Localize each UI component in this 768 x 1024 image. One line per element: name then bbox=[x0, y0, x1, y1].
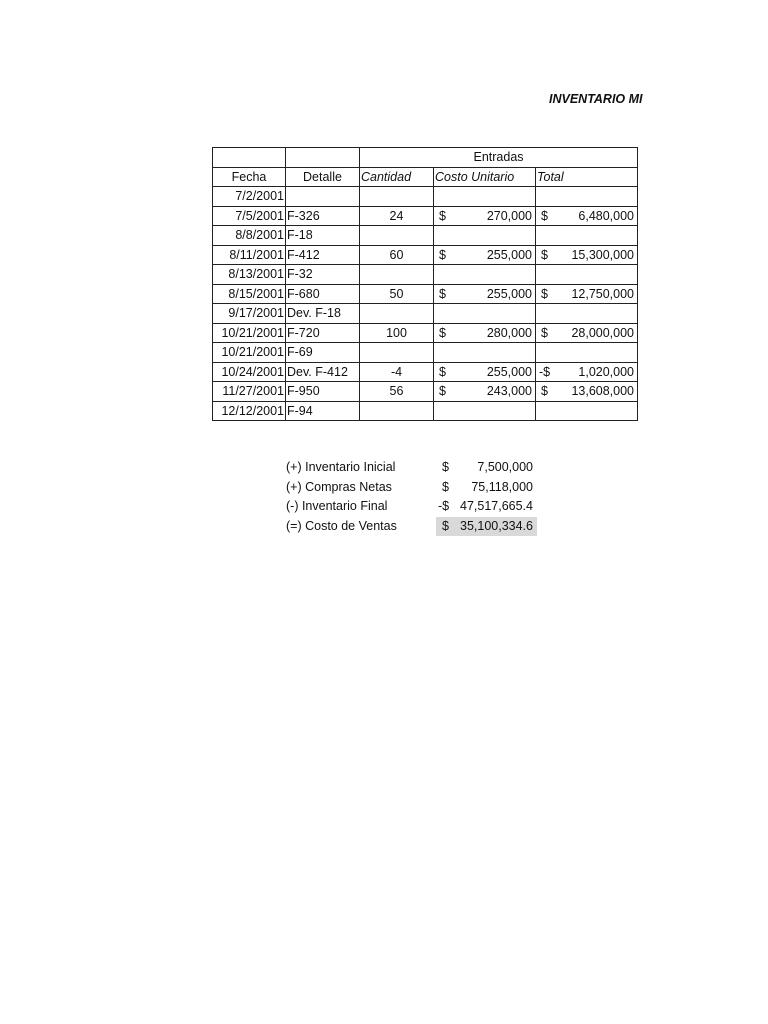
cell-detalle[interactable]: F-69 bbox=[286, 343, 360, 363]
summary-amount: 47,517,665.4 bbox=[460, 499, 533, 513]
cell-total[interactable] bbox=[536, 382, 638, 402]
cell-cantidad[interactable]: 50 bbox=[360, 284, 434, 304]
header-entradas[interactable]: Entradas bbox=[360, 148, 638, 168]
summary-row bbox=[286, 478, 546, 498]
summary-value-selected[interactable] bbox=[436, 517, 537, 537]
table-row bbox=[213, 284, 638, 304]
sheet-title: INVENTARIO MI bbox=[549, 92, 643, 106]
cell-cantidad[interactable] bbox=[360, 187, 434, 207]
cell-fecha[interactable]: 9/17/2001 bbox=[213, 304, 286, 324]
table-row bbox=[213, 401, 638, 421]
header-detalle[interactable]: Detalle bbox=[286, 167, 360, 187]
cell-costo-unitario[interactable] bbox=[434, 382, 536, 402]
cell-fecha[interactable]: 11/27/2001 bbox=[213, 382, 286, 402]
cell-total-currency: $ bbox=[541, 208, 548, 223]
cell-costo-unitario-value: 243,000 bbox=[486, 384, 532, 399]
table-row bbox=[213, 206, 638, 226]
cell-costo-unitario[interactable] bbox=[434, 265, 536, 285]
cell-costo-unitario-currency: $ bbox=[439, 325, 446, 340]
cell-costo-unitario[interactable] bbox=[434, 323, 536, 343]
cell-total[interactable] bbox=[536, 343, 638, 363]
summary-currency: -$ bbox=[438, 499, 450, 513]
cell-cantidad[interactable] bbox=[360, 226, 434, 246]
cell-costo-unitario-value: 255,000 bbox=[486, 286, 532, 301]
summary-row bbox=[286, 458, 546, 478]
cell-total[interactable] bbox=[536, 187, 638, 207]
cell-costo-unitario[interactable] bbox=[434, 284, 536, 304]
cell-costo-unitario[interactable] bbox=[434, 343, 536, 363]
cell-costo-unitario[interactable] bbox=[434, 187, 536, 207]
cell-costo-unitario-currency: $ bbox=[439, 384, 446, 399]
cell-fecha[interactable]: 10/24/2001 bbox=[213, 362, 286, 382]
cell-costo-unitario[interactable] bbox=[434, 401, 536, 421]
cell-detalle[interactable]: F-720 bbox=[286, 323, 360, 343]
cell-fecha[interactable]: 12/12/2001 bbox=[213, 401, 286, 421]
summary-label[interactable]: (+) Inventario Inicial bbox=[286, 460, 396, 474]
cell-detalle[interactable]: Dev. F-18 bbox=[286, 304, 360, 324]
summary-currency: $ bbox=[442, 479, 449, 494]
summary-block bbox=[286, 458, 546, 536]
cell-cantidad[interactable] bbox=[360, 265, 434, 285]
table-row bbox=[213, 382, 638, 402]
cell-total[interactable] bbox=[536, 245, 638, 265]
summary-currency: $ bbox=[442, 518, 449, 533]
cell-fecha[interactable]: 8/8/2001 bbox=[213, 226, 286, 246]
cell-fecha[interactable]: 8/15/2001 bbox=[213, 284, 286, 304]
cell-total[interactable] bbox=[536, 401, 638, 421]
cell-total[interactable] bbox=[536, 304, 638, 324]
summary-row bbox=[286, 497, 546, 517]
cell-total-value: 12,750,000 bbox=[571, 286, 634, 301]
table-row bbox=[213, 245, 638, 265]
cell-detalle[interactable] bbox=[286, 187, 360, 207]
cell-costo-unitario[interactable] bbox=[434, 245, 536, 265]
cell-fecha[interactable]: 7/5/2001 bbox=[213, 206, 286, 226]
cell-cantidad[interactable]: -4 bbox=[360, 362, 434, 382]
summary-amount: 7,500,000 bbox=[477, 460, 533, 474]
summary-row bbox=[286, 517, 546, 537]
cell-detalle[interactable]: F-680 bbox=[286, 284, 360, 304]
table-row bbox=[213, 362, 638, 382]
cell-costo-unitario[interactable] bbox=[434, 206, 536, 226]
cell-total[interactable] bbox=[536, 206, 638, 226]
cell-cantidad[interactable] bbox=[360, 401, 434, 421]
cell-costo-unitario[interactable] bbox=[434, 362, 536, 382]
cell-total-value: 6,480,000 bbox=[578, 208, 634, 223]
cell-total-value: 15,300,000 bbox=[571, 247, 634, 262]
cell-costo-unitario-value: 255,000 bbox=[486, 364, 532, 379]
inventory-table bbox=[212, 147, 638, 421]
cell-costo-unitario[interactable] bbox=[434, 304, 536, 324]
table-row bbox=[213, 304, 638, 324]
cell-costo-unitario[interactable] bbox=[434, 226, 536, 246]
cell-costo-unitario-value: 280,000 bbox=[486, 325, 532, 340]
cell-detalle[interactable]: F-94 bbox=[286, 401, 360, 421]
header-fecha-top-cell[interactable] bbox=[213, 148, 286, 168]
cell-detalle[interactable]: F-32 bbox=[286, 265, 360, 285]
summary-label[interactable]: (-) Inventario Final bbox=[286, 499, 388, 513]
cell-total-currency: $ bbox=[541, 247, 548, 262]
cell-detalle[interactable]: Dev. F-412 bbox=[286, 362, 360, 382]
header-fecha[interactable]: Fecha bbox=[213, 167, 286, 187]
cell-fecha[interactable]: 8/13/2001 bbox=[213, 265, 286, 285]
cell-fecha[interactable]: 10/21/2001 bbox=[213, 343, 286, 363]
cell-costo-unitario-currency: $ bbox=[439, 208, 446, 223]
cell-detalle[interactable]: F-18 bbox=[286, 226, 360, 246]
summary-value[interactable] bbox=[436, 497, 537, 517]
cell-costo-unitario-value: 255,000 bbox=[486, 247, 532, 262]
header-total[interactable]: Total bbox=[536, 167, 638, 187]
summary-label[interactable]: (+) Compras Netas bbox=[286, 479, 392, 494]
header-cantidad[interactable]: Cantidad bbox=[360, 167, 434, 187]
cell-total-currency: -$ bbox=[539, 364, 551, 379]
cell-cantidad[interactable]: 100 bbox=[360, 323, 434, 343]
summary-amount: 75,118,000 bbox=[471, 479, 533, 494]
summary-value[interactable] bbox=[436, 478, 537, 498]
cell-fecha[interactable]: 10/21/2001 bbox=[213, 323, 286, 343]
cell-total-currency: $ bbox=[541, 384, 548, 399]
table-row bbox=[213, 187, 638, 207]
header-row-group bbox=[213, 148, 638, 168]
table-row bbox=[213, 323, 638, 343]
cell-cantidad[interactable] bbox=[360, 304, 434, 324]
table-row bbox=[213, 265, 638, 285]
header-detalle-top-cell[interactable] bbox=[286, 148, 360, 168]
cell-cantidad[interactable]: 56 bbox=[360, 382, 434, 402]
cell-costo-unitario-currency: $ bbox=[439, 247, 446, 262]
cell-total-currency: $ bbox=[541, 286, 548, 301]
cell-total[interactable] bbox=[536, 323, 638, 343]
table-row bbox=[213, 343, 638, 363]
cell-total-currency: $ bbox=[541, 325, 548, 340]
header-costo-unitario[interactable]: Costo Unitario bbox=[434, 167, 536, 187]
header-row-columns bbox=[213, 167, 638, 187]
cell-total-value: 1,020,000 bbox=[578, 364, 634, 379]
cell-cantidad[interactable]: 60 bbox=[360, 245, 434, 265]
summary-value[interactable] bbox=[436, 458, 537, 478]
summary-amount: 35,100,334.6 bbox=[460, 518, 533, 533]
cell-detalle[interactable]: F-326 bbox=[286, 206, 360, 226]
cell-fecha[interactable]: 8/11/2001 bbox=[213, 245, 286, 265]
cell-costo-unitario-value: 270,000 bbox=[486, 208, 532, 223]
cell-total[interactable] bbox=[536, 265, 638, 285]
summary-label[interactable]: (=) Costo de Ventas bbox=[286, 518, 397, 533]
cell-costo-unitario-currency: $ bbox=[439, 286, 446, 301]
cell-fecha[interactable]: 7/2/2001 bbox=[213, 187, 286, 207]
summary-currency: $ bbox=[442, 460, 449, 474]
table-row bbox=[213, 226, 638, 246]
cell-total[interactable] bbox=[536, 226, 638, 246]
cell-total[interactable] bbox=[536, 362, 638, 382]
cell-total-value: 28,000,000 bbox=[571, 325, 634, 340]
cell-cantidad[interactable]: 24 bbox=[360, 206, 434, 226]
cell-detalle[interactable]: F-950 bbox=[286, 382, 360, 402]
cell-total-value: 13,608,000 bbox=[571, 384, 634, 399]
cell-cantidad[interactable] bbox=[360, 343, 434, 363]
cell-total[interactable] bbox=[536, 284, 638, 304]
cell-detalle[interactable]: F-412 bbox=[286, 245, 360, 265]
cell-costo-unitario-currency: $ bbox=[439, 364, 446, 379]
